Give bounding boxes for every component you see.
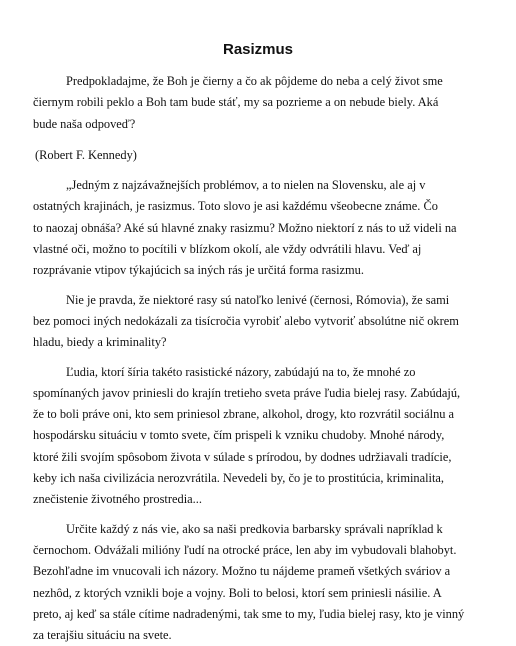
text-line: Predpokladajme, že Boh je čierny a čo ak pôjdeme do neba a celý život sme <box>66 74 443 88</box>
document-body <box>33 71 513 646</box>
text-line: čiernym robili peklo a Boh tam bude stáť, my sa pozrieme a on nebude biely. Aká <box>33 95 439 110</box>
text-line: to naozaj obnáša? Aké sú hlavné znaky rasizmu? Možno niektorí z nás to už videli na <box>33 220 457 235</box>
paragraph-author <box>33 145 513 166</box>
text-line: hospodársku situáciu v tomto svete, čím prispeli k vzniku chudoby. Mnohé národy, <box>33 428 445 443</box>
text-line: nezhôd, z ktorých vznikli boje a vojny. Boli to belosi, ktorí sem priniesli násilie. A <box>33 585 442 600</box>
text-line: preto, aj keď sa stále cítime nadradenými, tak sme to my, ľudia bielej rasy, kto je vinný <box>33 606 465 621</box>
text-line: Určite každý z nás vie, ako sa naši predkovia barbarsky správali napríklad k <box>66 521 443 536</box>
text-line: bez pomoci iných nedokázali za tisícročia vyrobiť alebo vytvoriť absolútne nič okrem <box>33 313 459 328</box>
quote-author: (Robert F. Kennedy) <box>35 147 137 162</box>
paragraph-people <box>33 362 513 511</box>
text-line: ostatných krajinách, je rasizmus. Toto slovo je asi každému všeobecne známe. Čo <box>33 199 438 214</box>
text-line: že to boli práve oni, kto sem priniesol zbrane, alkohol, drogy, kto rozvrátil sociálnu a <box>33 407 455 422</box>
text-line: Bezohľadne im vnucovali ich názory. Možno tu nájdeme prameň všetkých sváriov a <box>33 564 451 579</box>
document-title: Rasizmus <box>222 41 294 58</box>
text-line: rozprávanie vtipov týkajúcich sa iných rás je určitá forma rasizmu. <box>33 263 364 278</box>
text-line: hladu, biedy a kriminality? <box>33 335 167 350</box>
text-line: spomínaných javov priniesli do krajín tretieho sveta práve ľudia bielej rasy. Zabúdajú, <box>33 385 461 400</box>
text-line: bude naša odpoveď? <box>33 116 136 131</box>
text-line: za terajšiu situáciu na svete. <box>33 628 172 643</box>
text-line: keby ich naša civilizácia nerozvrátila. Nevedeli by, čo je to prostitúcia, kriminalita, <box>33 471 445 486</box>
text-line: „Jedným z najzávažnejších problémov, a to nielen na Slovensku, ale aj v <box>66 178 426 193</box>
text-line: znečistenie životného prostredia... <box>33 492 202 507</box>
paragraph-question <box>33 290 513 354</box>
paragraph-intro <box>33 175 513 281</box>
text-line: ktoré žili svojím spôsobom života v súlade s prírodou, by dodnes udržiavali tradície, <box>33 449 452 464</box>
text-line: Nie je pravda, že niektoré rasy sú natoľko lenivé (černosi, Rómovia), že sami <box>66 292 450 307</box>
text-line: vlastné oči, možno to pocítili v blízkom okolí, ale vždy odvrátili hlavu. Veď aj <box>33 242 422 257</box>
paragraph-quote <box>33 71 513 135</box>
text-line: černochom. Odvážali milióny ľudí na otrocké práce, len aby im vybudovali blahobyt. <box>33 542 457 557</box>
paragraph-ancestors <box>33 519 513 646</box>
text-line: Ľudia, ktorí šíria takéto rasistické názory, zabúdajú na to, že mnohé zo <box>66 364 416 379</box>
